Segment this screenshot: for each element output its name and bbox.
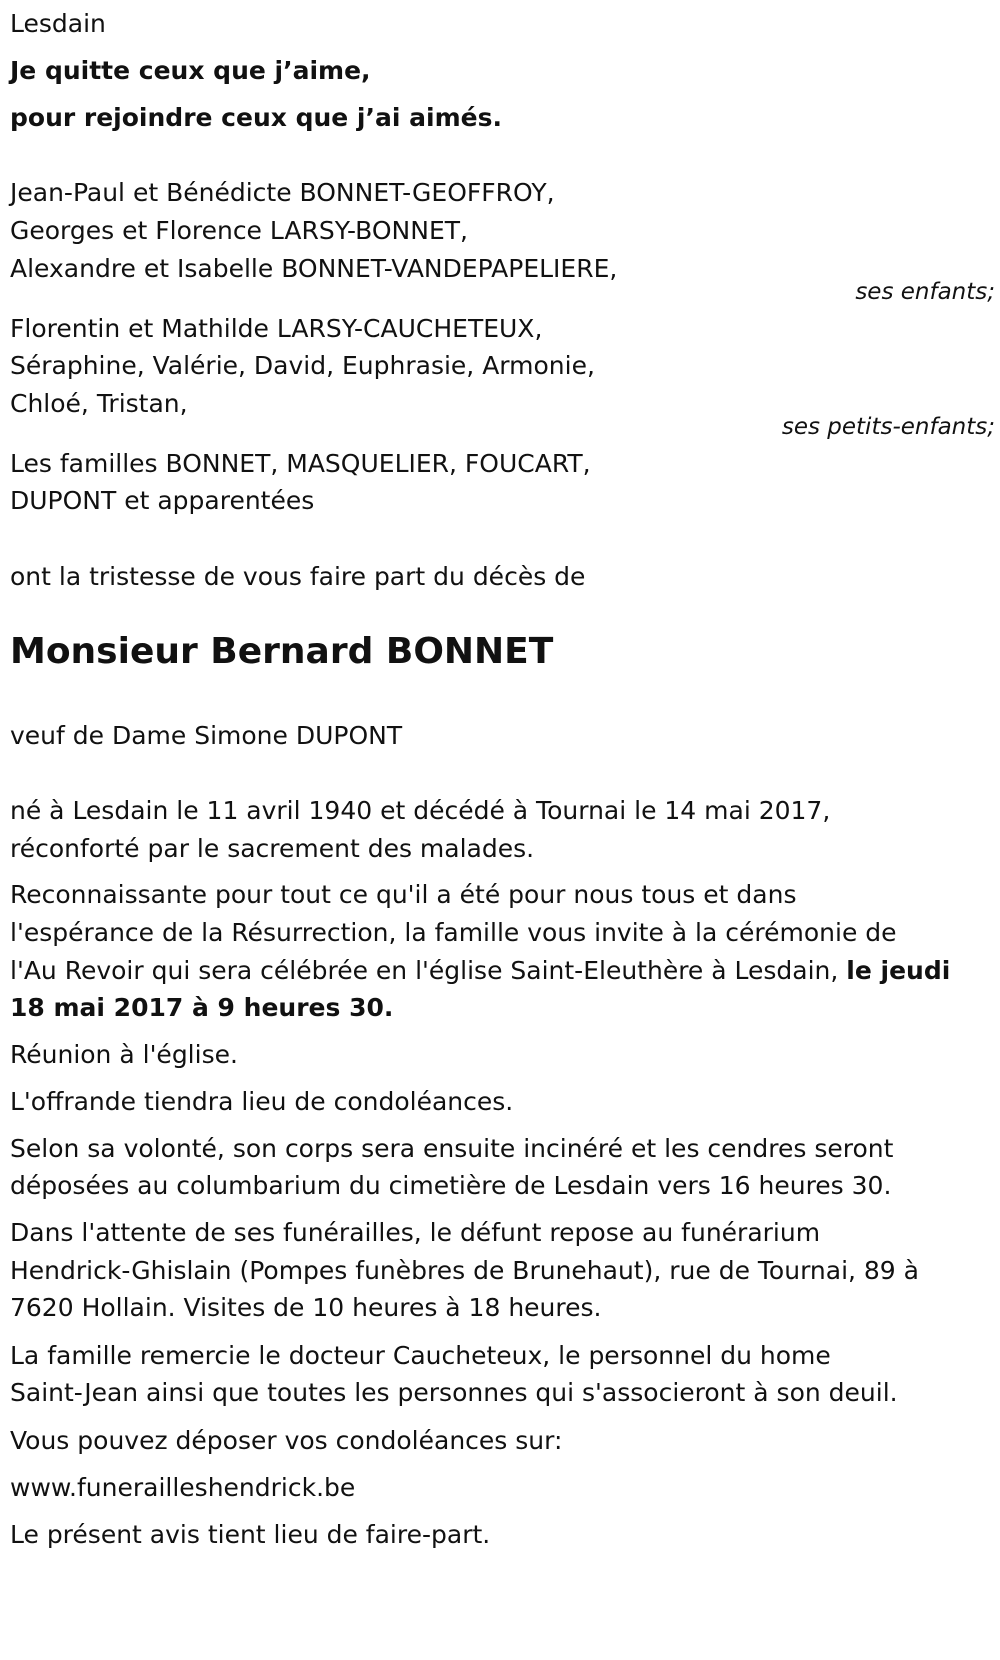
ceremony-datetime: 18 mai 2017 à 9 heures 30.: [10, 993, 394, 1022]
grandchildren-line-3: Chloé, Tristan,: [10, 389, 188, 418]
families-line-2: DUPONT et apparentées: [10, 486, 315, 515]
children-label: ses enfants;: [855, 279, 995, 305]
closing-line: Le présent avis tient lieu de faire-part.: [10, 1520, 491, 1549]
announcement: ont la tristesse de vous faire part du décès de: [10, 562, 586, 591]
cremation-line-2: déposées au columbarium du cimetière de Lesdain vers 16 heures 30.: [10, 1171, 892, 1200]
grandchildren-line-1: Florentin et Mathilde LARSY-CAUCHETEUX,: [10, 314, 543, 343]
condolences-line: Vous pouvez déposer vos condoléances sur:: [10, 1426, 563, 1455]
birth-death-line-1: né à Lesdain le 11 avril 1940 et décédé à Tournai le 14 mai 2017,: [10, 796, 831, 825]
thanks-line-2: Saint-Jean ainsi que toutes les personnes qui s'associeront à son deuil.: [10, 1378, 898, 1407]
epigraph-line-1: Je quitte ceux que j’aime,: [10, 56, 371, 85]
children-line-1: Jean-Paul et Bénédicte BONNET-GEOFFROY,: [10, 178, 555, 207]
children-line-2: Georges et Florence LARSY-BONNET,: [10, 216, 468, 245]
meeting-line: Réunion à l'église.: [10, 1040, 238, 1069]
grandchildren-label: ses petits-enfants;: [781, 414, 995, 440]
children-line-3: Alexandre et Isabelle BONNET-VANDEPAPELIERE,: [10, 254, 618, 283]
ceremony-line-3-text: l'Au Revoir qui sera célébrée en l'église Saint-Eleuthère à Lesdain,: [10, 956, 847, 985]
ceremony-day: le jeudi: [846, 956, 951, 985]
ceremony-line-2: l'espérance de la Résurrection, la famille vous invite à la cérémonie de: [10, 918, 897, 947]
grandchildren-line-2: Séraphine, Valérie, David, Euphrasie, Armonie,: [10, 351, 595, 380]
offering-line: L'offrande tiendra lieu de condoléances.: [10, 1087, 514, 1116]
epigraph-line-2: pour rejoindre ceux que j’ai aimés.: [10, 103, 502, 132]
website-link[interactable]: www.funerailleshendrick.be: [10, 1473, 356, 1502]
place-name: Lesdain: [10, 9, 106, 38]
thanks-line-1: La famille remercie le docteur Caucheteux, le personnel du home: [10, 1341, 831, 1370]
ceremony-line-1: Reconnaissante pour tout ce qu'il a été pour nous tous et dans: [10, 880, 797, 909]
cremation-line-1: Selon sa volonté, son corps sera ensuite incinéré et les cendres seront: [10, 1134, 894, 1163]
visitation-line-2: Hendrick-Ghislain (Pompes funèbres de Brunehaut), rue de Tournai, 89 à: [10, 1256, 919, 1285]
visitation-line-1: Dans l'attente de ses funérailles, le défunt repose au funérarium: [10, 1218, 821, 1247]
visitation-line-3: 7620 Hollain. Visites de 10 heures à 18 heures.: [10, 1293, 602, 1322]
birth-death-line-2: réconforté par le sacrement des malades.: [10, 834, 535, 863]
widower-line: veuf de Dame Simone DUPONT: [10, 721, 403, 750]
families-line-1: Les familles BONNET, MASQUELIER, FOUCART,: [10, 449, 591, 478]
deceased-name: Monsieur Bernard BONNET: [10, 631, 554, 672]
ceremony-line-3: [10, 956, 950, 986]
